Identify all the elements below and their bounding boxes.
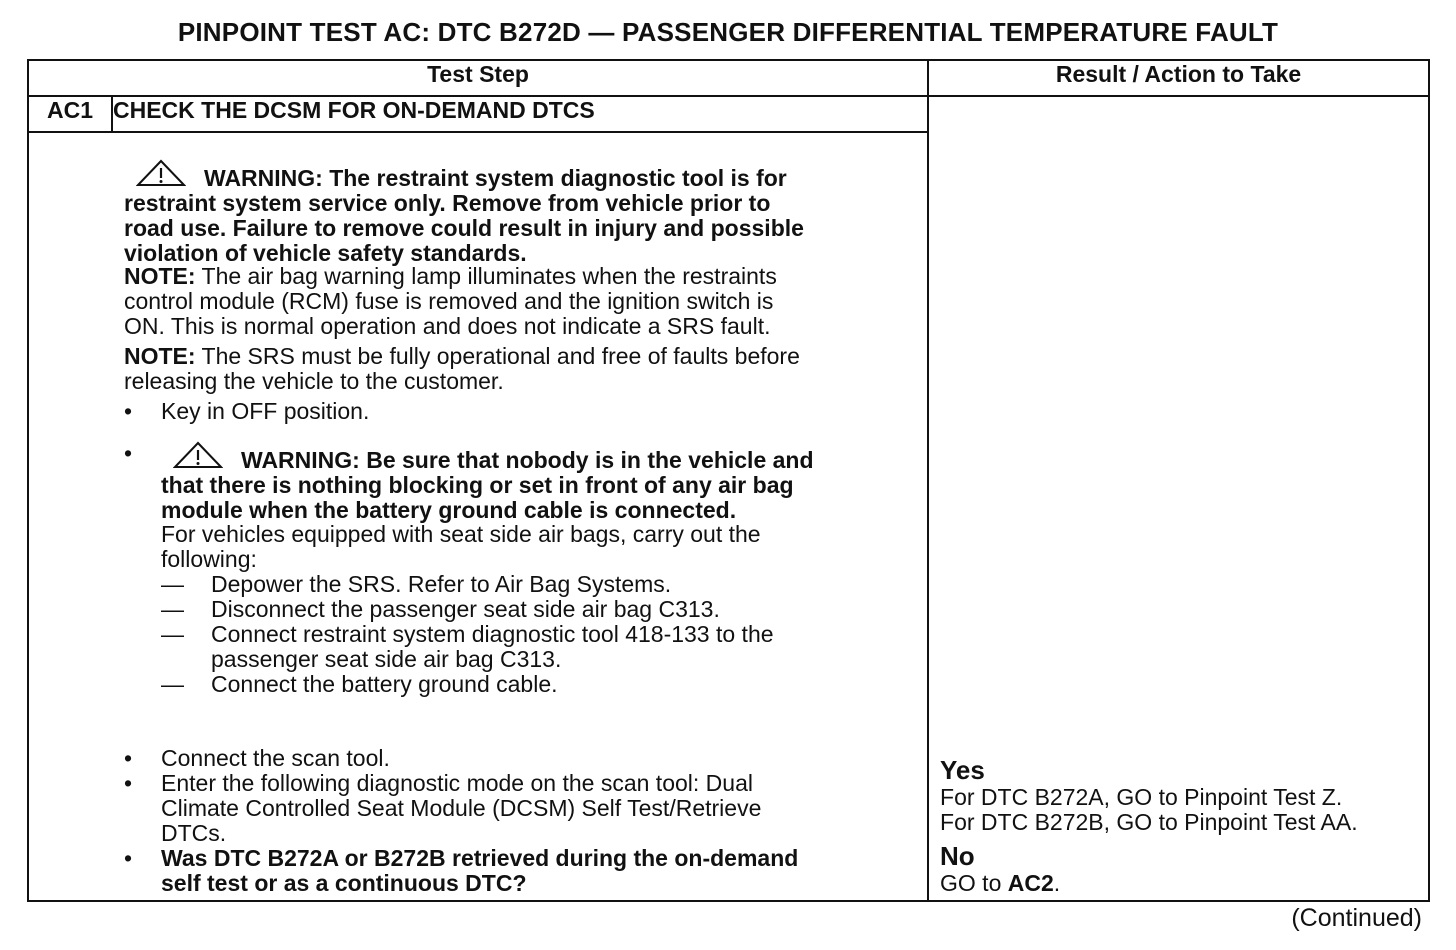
bullet-4-line-3: DTCs.: [161, 820, 227, 846]
result-no-suffix: .: [1053, 870, 1061, 896]
warning-2: [161, 441, 814, 523]
dash-item-1: Depower the SRS. Refer to Air Bag Systems.: [211, 571, 672, 597]
bullet-5-line-1: Was DTC B272A or B272B retrieved during the on-demand: [161, 845, 799, 871]
bullet-glyph: •: [124, 770, 133, 796]
result-yes-label: Yes: [940, 755, 985, 785]
warning-1-line-4: violation of vehicle safety standards.: [124, 240, 527, 266]
header-result-action: Result / Action to Take: [928, 60, 1429, 96]
step-body: [28, 132, 928, 901]
bullet-5-question: [161, 846, 798, 896]
dash-glyph: —: [161, 621, 184, 647]
note-1: [124, 264, 777, 339]
dash-item-3-line-1: Connect restraint system diagnostic tool 418-133 to the: [211, 621, 774, 647]
dash-glyph: —: [161, 596, 184, 622]
warning-2-line-3: module when the battery ground cable is connected.: [161, 497, 737, 523]
warning-1-line-2: restraint system service only. Remove from vehicle prior to: [124, 190, 771, 216]
bullet-4-text: [161, 771, 761, 846]
warning-2-line-2: that there is nothing blocking or set in front of any air bag: [161, 472, 794, 498]
continued-label: (Continued): [1291, 904, 1422, 932]
warning-triangle-icon: [136, 159, 186, 187]
step-id: AC1: [28, 96, 112, 132]
warning-1: [124, 159, 804, 266]
note-1-label: NOTE:: [124, 263, 196, 289]
seat-side-intro: [161, 522, 761, 572]
dash-item-3: [211, 622, 774, 672]
note-1-line-3: ON. This is normal operation and does not indicate a SRS fault.: [124, 313, 771, 339]
result-yes-line-1: For DTC B272A, GO to Pinpoint Test Z.: [940, 784, 1343, 810]
warning-1-line-3: road use. Failure to remove could result in injury and possible: [124, 215, 804, 241]
result-no-action: [940, 871, 1060, 896]
pinpoint-test-table: [27, 59, 1430, 902]
seat-side-intro-line-2: following:: [161, 546, 257, 572]
bullet-glyph: •: [124, 845, 133, 871]
warning-1-line-1: WARNING: The restraint system diagnostic tool is for: [204, 165, 787, 191]
result-cell: [928, 96, 1429, 901]
page-title: PINPOINT TEST AC: DTC B272D — PASSENGER DIFFERENTIAL TEMPERATURE FAULT: [177, 17, 1279, 47]
bullet-1-text: Key in OFF position.: [161, 398, 370, 424]
note-2-line-2: releasing the vehicle to the customer.: [124, 368, 504, 394]
note-1-line-2: control module (RCM) fuse is removed and the ignition switch is: [124, 288, 774, 314]
header-test-step: Test Step: [28, 60, 928, 96]
step-title: CHECK THE DCSM FOR ON-DEMAND DTCS: [112, 96, 928, 132]
seat-side-intro-line-1: For vehicles equipped with seat side air bags, carry out the: [161, 521, 761, 547]
dash-item-3-line-2: passenger seat side air bag C313.: [211, 646, 562, 672]
warning-triangle-icon: [173, 441, 223, 469]
note-1-line-1: The air bag warning lamp illuminates when the restraints: [195, 263, 777, 289]
bullet-5-line-2: self test or as a continuous DTC?: [161, 870, 527, 896]
bullet-3-text: Connect the scan tool.: [161, 745, 390, 771]
dash-item-4: Connect the battery ground cable.: [211, 671, 558, 697]
bullet-glyph: •: [124, 745, 133, 771]
bullet-glyph: •: [124, 440, 133, 466]
result-no-target: AC2: [1007, 870, 1054, 896]
bullet-4-line-2: Climate Controlled Seat Module (DCSM) Self Test/Retrieve: [161, 795, 762, 821]
bullet-4-line-1: Enter the following diagnostic mode on the scan tool: Dual: [161, 770, 753, 796]
result-yes-line-2: For DTC B272B, GO to Pinpoint Test AA.: [940, 809, 1358, 835]
note-2-label: NOTE:: [124, 343, 196, 369]
dash-item-2: Disconnect the passenger seat side air bag C313.: [211, 596, 720, 622]
dash-glyph: —: [161, 671, 184, 697]
bullet-glyph: •: [124, 398, 133, 424]
result-no-label: No: [940, 841, 975, 871]
result-no-prefix: GO to: [940, 870, 1008, 896]
note-2: [124, 344, 800, 394]
dash-glyph: —: [161, 571, 184, 597]
note-2-line-1: The SRS must be fully operational and free of faults before: [195, 343, 800, 369]
warning-2-line-1: WARNING: Be sure that nobody is in the vehicle and: [241, 447, 814, 473]
